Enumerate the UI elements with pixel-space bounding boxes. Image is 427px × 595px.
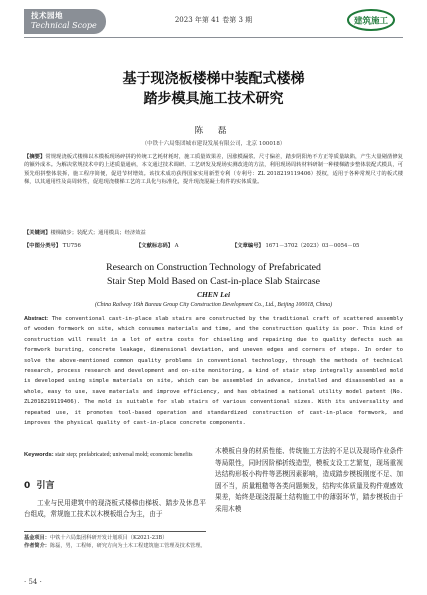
footnote-fund-text: 中铁十六局集团科研开发计划项目（K2021-23B） [49, 535, 168, 541]
article-title-en-line2: Stair Step Mold Based on Cast-in-place Slab Staircase [106, 276, 321, 287]
article-title-cn-line2: 踏步模具施工技术研究 [143, 91, 284, 107]
article-number-label: 【文章编号】 [232, 243, 264, 249]
footnote-divider [24, 531, 206, 532]
doc-code-field [136, 241, 179, 249]
abstract-en [24, 314, 403, 428]
page-number: · 54 · [24, 578, 42, 586]
article-title-cn-line1: 基于现浇板楼梯中装配式楼梯 [122, 71, 305, 87]
affiliation-cn: （中铁十六局集团城市建设发展有限公司，北京 100018） [141, 141, 286, 147]
doc-code-value: A [174, 243, 179, 249]
keywords-cn-label: 【关键词】 [24, 230, 51, 236]
clc-field [24, 241, 81, 249]
author-en: CHEN Lei [196, 290, 231, 299]
keywords-cn-text: 楼梯踏步；装配式；通用模具；经济效益 [50, 230, 146, 236]
body-text-left: 工业与民用建筑中的现浇板式楼梯由梯板、踏步及休息平台组成，常规施工技术以木模板组合为主，由于 [24, 499, 206, 518]
section-heading [24, 478, 55, 491]
abstract-cn-text: 常规现浇板式楼梯以木模板现场碎拼的传统工艺耗材耗时，施工质量效果差，因涨模漏浆、尺寸偏差，踏步阴阳角不方正等质量缺陷，产生大量剔凿修复的额外成本。为解决常规技术中的上述质量通病，本文通过技术调研、工艺研发及现场实测改进的方法，利用现场周转材料研制一种楼梯踏步整体装配式模具，可预先组拼整体装拆，施工程序简便，促进节材增效。该技术成功获得国家实用新型专利（专利号：ZL 2018219119406）授权，适用于各种常规尺寸的板式楼梯，以其通用性及高周转性，促进现浇楼梯工艺的工具化与标准化，提升现浇混凝土构件的实体质量。 [24, 154, 403, 186]
affiliation-en: (China Railway 16th Bureau Group City Construction Development Co., Ltd., Beijing 100018, China) [94, 302, 333, 308]
article-number-field [232, 241, 359, 249]
issue-info: 2023 年第 41 卷第 3 期 [174, 16, 253, 24]
clc-label: 【中图分类号】 [24, 243, 62, 249]
abstract-en-text: The conventional cast-in-place slab stairs are constructed by the traditional craft of scattered assembly of wooden formwork on site, which consumes materials and time, and the construction quality is poor. This kind of construction will result in a lot of extra costs for chiseling and repairing due to quality defects such as formwork bursting, concrete leakage, dimensional deviation, and uneven edges and corners of steps. In order to solve the above-mentioned common quality problems in conventional technology, through the methods of technical research, process research and development and on-site monitoring, a kind of stair step integrally assembled mold is developed using simple materials on site, which can be assembled in advance, installed and disassembled as a whole, easy to use, save materials and improve efficiency, and has obtained a national utility model patent (No. ZL2018219119406). The mold is suitable for slab stairs of various conventional sizes. With its universality and repeated use, it promotes tool-based operation and standardized construction of cast-in-place formwork, and improves the physical quality of cast-in-place concrete components. [24, 316, 404, 427]
body-text-right [215, 446, 403, 516]
journal-logo [346, 7, 396, 33]
body-text-right-paragraph: 木模板自身的材质性能、传统施工方法的不足以及现场作业条件等局限性，同时因阶梯折线造型，模板支设工艺繁复，现场重视达结构形板小构件等恶模因素影响，造成踏步模板刚度不足、加固不当，质量粗糙等各类问题频发，结构实体质量及构件观感效果差，始终是现浇混凝土结构施工中的薄弱环节，踏步模板由于采用木模 [215, 447, 403, 513]
section-number: 0 [24, 481, 31, 491]
header-divider [24, 37, 403, 38]
article-number-value: 1671－3702（2023）03－0054－05 [265, 243, 360, 249]
footnote-fund [24, 535, 206, 542]
abstract-cn-label: 【摘要】 [24, 154, 46, 160]
keywords-en-label: Keywords: [24, 452, 54, 458]
clc-value: TU756 [62, 243, 81, 249]
footnote-author [24, 543, 206, 550]
abstract-en-label: Abstract: [24, 316, 49, 322]
footnote-fund-label: 基金项目： [24, 535, 50, 541]
column-name-en: Technical Scope [31, 21, 97, 30]
keywords-cn [24, 228, 403, 236]
keywords-en-text: stair step; prefabricated; universal mold; economic benefits [55, 452, 193, 458]
abstract-cn [24, 153, 403, 187]
section-title: 引言 [36, 481, 55, 491]
column-name-cn: 技术园地 [31, 11, 63, 20]
footnote-author-text: 陈磊，男，工程师，研究方向为土木工程建筑施工管理及技术管理。 [49, 543, 206, 549]
page-header [0, 0, 427, 40]
article-title-en-line1: Research on Construction Technology of Prefabricated [106, 262, 321, 273]
journal-logo-text: 建筑施工 [353, 16, 389, 27]
doc-code-label: 【文献标志码】 [136, 243, 174, 249]
footnote-author-label: 作者简介： [24, 543, 50, 549]
author-cn: 陈 磊 [194, 126, 233, 136]
